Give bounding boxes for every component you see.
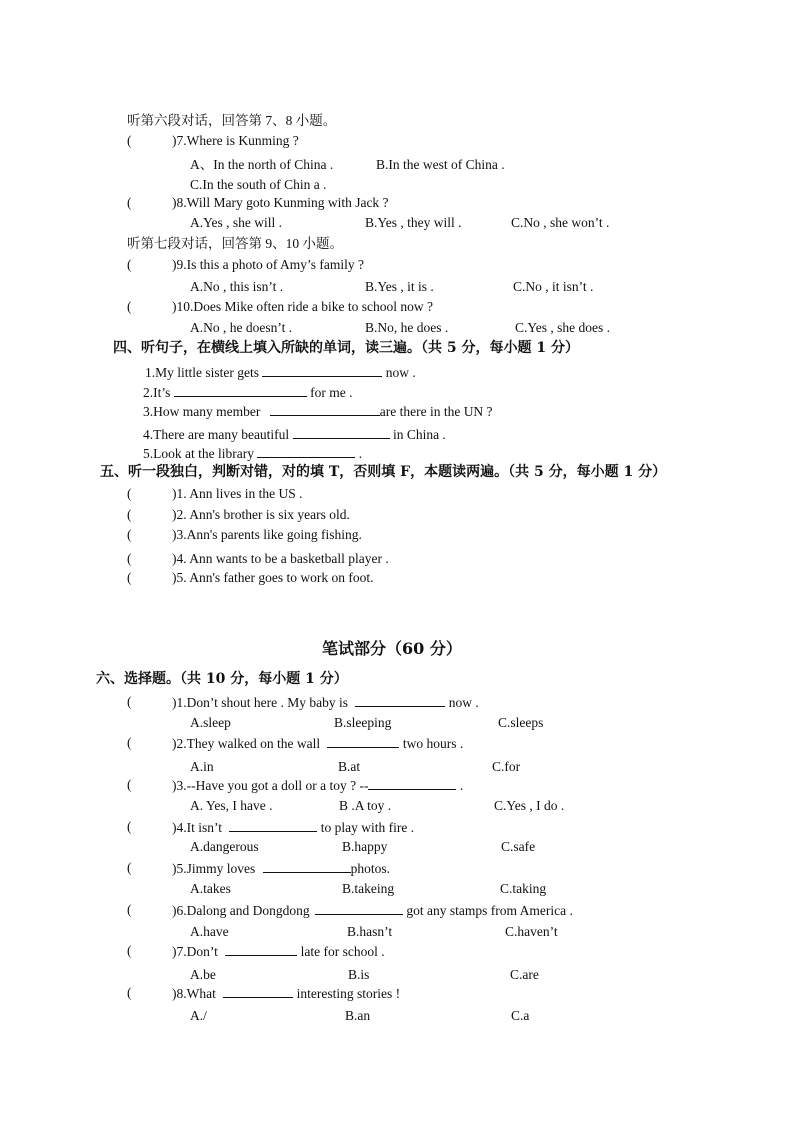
q6-option-b: B.hasn’t bbox=[347, 924, 393, 939]
fill-item-pre: 2.It’s bbox=[143, 385, 171, 400]
fill-blank[interactable] bbox=[315, 902, 403, 915]
fill-item-4 bbox=[143, 426, 446, 443]
question-post: late for school . bbox=[300, 944, 385, 959]
q7-option-a: A、In the north of China . bbox=[190, 157, 334, 172]
tf-item-1: )1. Ann lives in the US . bbox=[172, 486, 303, 501]
fill-item-pre: 4.There are many beautiful bbox=[143, 427, 290, 442]
choice-question-7 bbox=[172, 943, 385, 960]
choice-question-4 bbox=[172, 819, 414, 836]
fill-blank[interactable] bbox=[368, 777, 456, 790]
choice-question-2 bbox=[172, 735, 463, 752]
q10-option-c: C.Yes , she does . bbox=[515, 320, 611, 335]
q5-option-b: B.takeing bbox=[342, 881, 395, 896]
fill-blank[interactable] bbox=[270, 403, 380, 416]
fill-blank[interactable] bbox=[174, 384, 307, 397]
q2-option-a: A.in bbox=[190, 759, 214, 774]
q8-option-b: B.an bbox=[345, 1008, 371, 1023]
choice-question-8 bbox=[172, 985, 400, 1002]
choice-question-1 bbox=[172, 694, 479, 711]
answer-paren[interactable]: ( bbox=[127, 860, 132, 875]
q10-option-a: A.No , he doesn’t . bbox=[190, 320, 293, 335]
fill-blank[interactable] bbox=[257, 445, 355, 458]
q7-option-a: A.be bbox=[190, 967, 216, 982]
tf-item-5: )5. Ann's father goes to work on foot. bbox=[172, 570, 374, 585]
question-pre: )5.Jimmy loves bbox=[172, 861, 256, 876]
q7-option-c: C.are bbox=[510, 967, 539, 982]
question-pre: )1.Don’t shout here . My baby is bbox=[172, 695, 348, 710]
fill-blank[interactable] bbox=[262, 364, 382, 377]
tf-item-2: )2. Ann's brother is six years old. bbox=[172, 507, 350, 522]
fill-item-post: are there in the UN ? bbox=[379, 404, 493, 419]
section5-heading: 五、听一段独白，判断对错，对的填 T，否则填 F，本题读两遍。（共 5 分，每小题 1 分） bbox=[100, 464, 667, 480]
question-post: now . bbox=[448, 695, 479, 710]
answer-paren[interactable]: ( bbox=[127, 257, 132, 272]
answer-paren[interactable]: ( bbox=[127, 943, 132, 958]
q5-option-c: C.taking bbox=[500, 881, 547, 896]
fill-blank[interactable] bbox=[229, 819, 317, 832]
fill-blank[interactable] bbox=[355, 694, 445, 707]
fill-item-2 bbox=[143, 384, 353, 401]
question-post: . bbox=[459, 778, 464, 793]
fill-blank[interactable] bbox=[293, 426, 390, 439]
answer-paren[interactable]: ( bbox=[127, 133, 132, 148]
fill-item-pre: 3.How many member bbox=[143, 404, 261, 419]
q7-option-b: B.is bbox=[348, 967, 370, 982]
answer-paren[interactable]: ( bbox=[127, 507, 132, 522]
answer-paren[interactable]: ( bbox=[127, 299, 132, 314]
q1-option-a: A.sleep bbox=[190, 715, 231, 730]
answer-paren[interactable]: ( bbox=[127, 819, 132, 834]
q7-option-c: C.In the south of Chin a . bbox=[190, 177, 327, 192]
fill-blank[interactable] bbox=[327, 735, 399, 748]
q6-option-c: C.haven’t bbox=[505, 924, 558, 939]
question-pre: )3.--Have you got a doll or a toy ? -- bbox=[172, 778, 369, 793]
answer-paren[interactable]: ( bbox=[127, 735, 132, 750]
answer-paren[interactable]: ( bbox=[127, 694, 132, 709]
q1-option-b: B.sleeping bbox=[334, 715, 392, 730]
choice-question-3 bbox=[172, 777, 463, 794]
q1-option-c: C.sleeps bbox=[498, 715, 544, 730]
fill-item-post: now . bbox=[385, 365, 416, 380]
fill-blank[interactable] bbox=[223, 985, 293, 998]
fill-item-pre: 1.My little sister gets bbox=[145, 365, 259, 380]
q3-option-a: A. Yes, I have . bbox=[190, 798, 273, 813]
q3-option-b: B .A toy . bbox=[339, 798, 392, 813]
answer-paren[interactable]: ( bbox=[127, 777, 132, 792]
q9-option-c: C.No , it isn’t . bbox=[513, 279, 594, 294]
question-pre: )8.What bbox=[172, 986, 216, 1001]
part6-intro: 听第六段对话，回答第 7、8 小题。 bbox=[127, 113, 337, 128]
question-pre: )7.Don’t bbox=[172, 944, 218, 959]
q2-option-c: C.for bbox=[492, 759, 521, 774]
answer-paren[interactable]: ( bbox=[127, 195, 132, 210]
answer-paren[interactable]: ( bbox=[127, 570, 132, 585]
question-pre: )2.They walked on the wall bbox=[172, 736, 321, 751]
question-post: two hours . bbox=[402, 736, 464, 751]
q7-option-b: B.In the west of China . bbox=[376, 157, 505, 172]
section6-heading: 六、选择题。（共 10 分，每小题 1 分） bbox=[96, 671, 348, 687]
q8-option-a: A./ bbox=[190, 1008, 207, 1023]
question-pre: )4.It isn’t bbox=[172, 820, 222, 835]
question-9: )9.Is this a photo of Amy’s family ? bbox=[172, 257, 364, 272]
q4-option-a: A.dangerous bbox=[190, 839, 259, 854]
fill-item-1 bbox=[145, 364, 416, 381]
fill-item-post: for me . bbox=[310, 385, 353, 400]
question-post: interesting stories ! bbox=[296, 986, 401, 1001]
q4-option-c: C.safe bbox=[501, 839, 536, 854]
fill-item-5 bbox=[143, 445, 362, 462]
answer-paren[interactable]: ( bbox=[127, 551, 132, 566]
written-part-title: 笔试部分（60 分） bbox=[322, 639, 462, 658]
q3-option-c: C.Yes , I do . bbox=[494, 798, 565, 813]
q4-option-b: B.happy bbox=[342, 839, 388, 854]
answer-paren[interactable]: ( bbox=[127, 902, 132, 917]
fill-item-post: in China . bbox=[392, 427, 446, 442]
question-post: photos. bbox=[350, 861, 391, 876]
question-7: )7.Where is Kunming ? bbox=[172, 133, 299, 148]
q9-option-b: B.Yes , it is . bbox=[365, 279, 434, 294]
answer-paren[interactable]: ( bbox=[127, 985, 132, 1000]
q8-option-c: C.a bbox=[511, 1008, 530, 1023]
choice-question-5 bbox=[172, 860, 390, 877]
fill-item-pre: 5.Look at the library bbox=[143, 446, 254, 461]
q8-option-c: C.No , she won’t . bbox=[511, 215, 610, 230]
question-10: )10.Does Mike often ride a bike to school now ? bbox=[172, 299, 433, 314]
q9-option-a: A.No , this isn’t . bbox=[190, 279, 284, 294]
fill-item-3 bbox=[143, 403, 493, 420]
q5-option-a: A.takes bbox=[190, 881, 231, 896]
answer-paren[interactable]: ( bbox=[127, 486, 132, 501]
question-post: got any stamps from America . bbox=[406, 903, 573, 918]
q2-option-b: B.at bbox=[338, 759, 361, 774]
answer-paren[interactable]: ( bbox=[127, 527, 132, 542]
fill-blank[interactable] bbox=[225, 943, 297, 956]
q10-option-b: B.No, he does . bbox=[365, 320, 449, 335]
choice-question-6 bbox=[172, 902, 573, 919]
fill-blank[interactable] bbox=[263, 860, 351, 873]
part7-intro: 听第七段对话，回答第 9、10 小题。 bbox=[127, 236, 343, 251]
q8-option-a: A.Yes , she will . bbox=[190, 215, 283, 230]
fill-item-post: . bbox=[358, 446, 363, 461]
q8-option-b: B.Yes , they will . bbox=[365, 215, 462, 230]
tf-item-3: )3.Ann's parents like going fishing. bbox=[172, 527, 362, 542]
question-pre: )6.Dalong and Dongdong bbox=[172, 903, 310, 918]
question-post: to play with fire . bbox=[320, 820, 415, 835]
q6-option-a: A.have bbox=[190, 924, 229, 939]
tf-item-4: )4. Ann wants to be a basketball player . bbox=[172, 551, 389, 566]
section4-heading: 四、听句子，在横线上填入所缺的单词，读三遍。（共 5 分，每小题 1 分） bbox=[113, 340, 579, 356]
question-8: )8.Will Mary goto Kunming with Jack ? bbox=[172, 195, 389, 210]
